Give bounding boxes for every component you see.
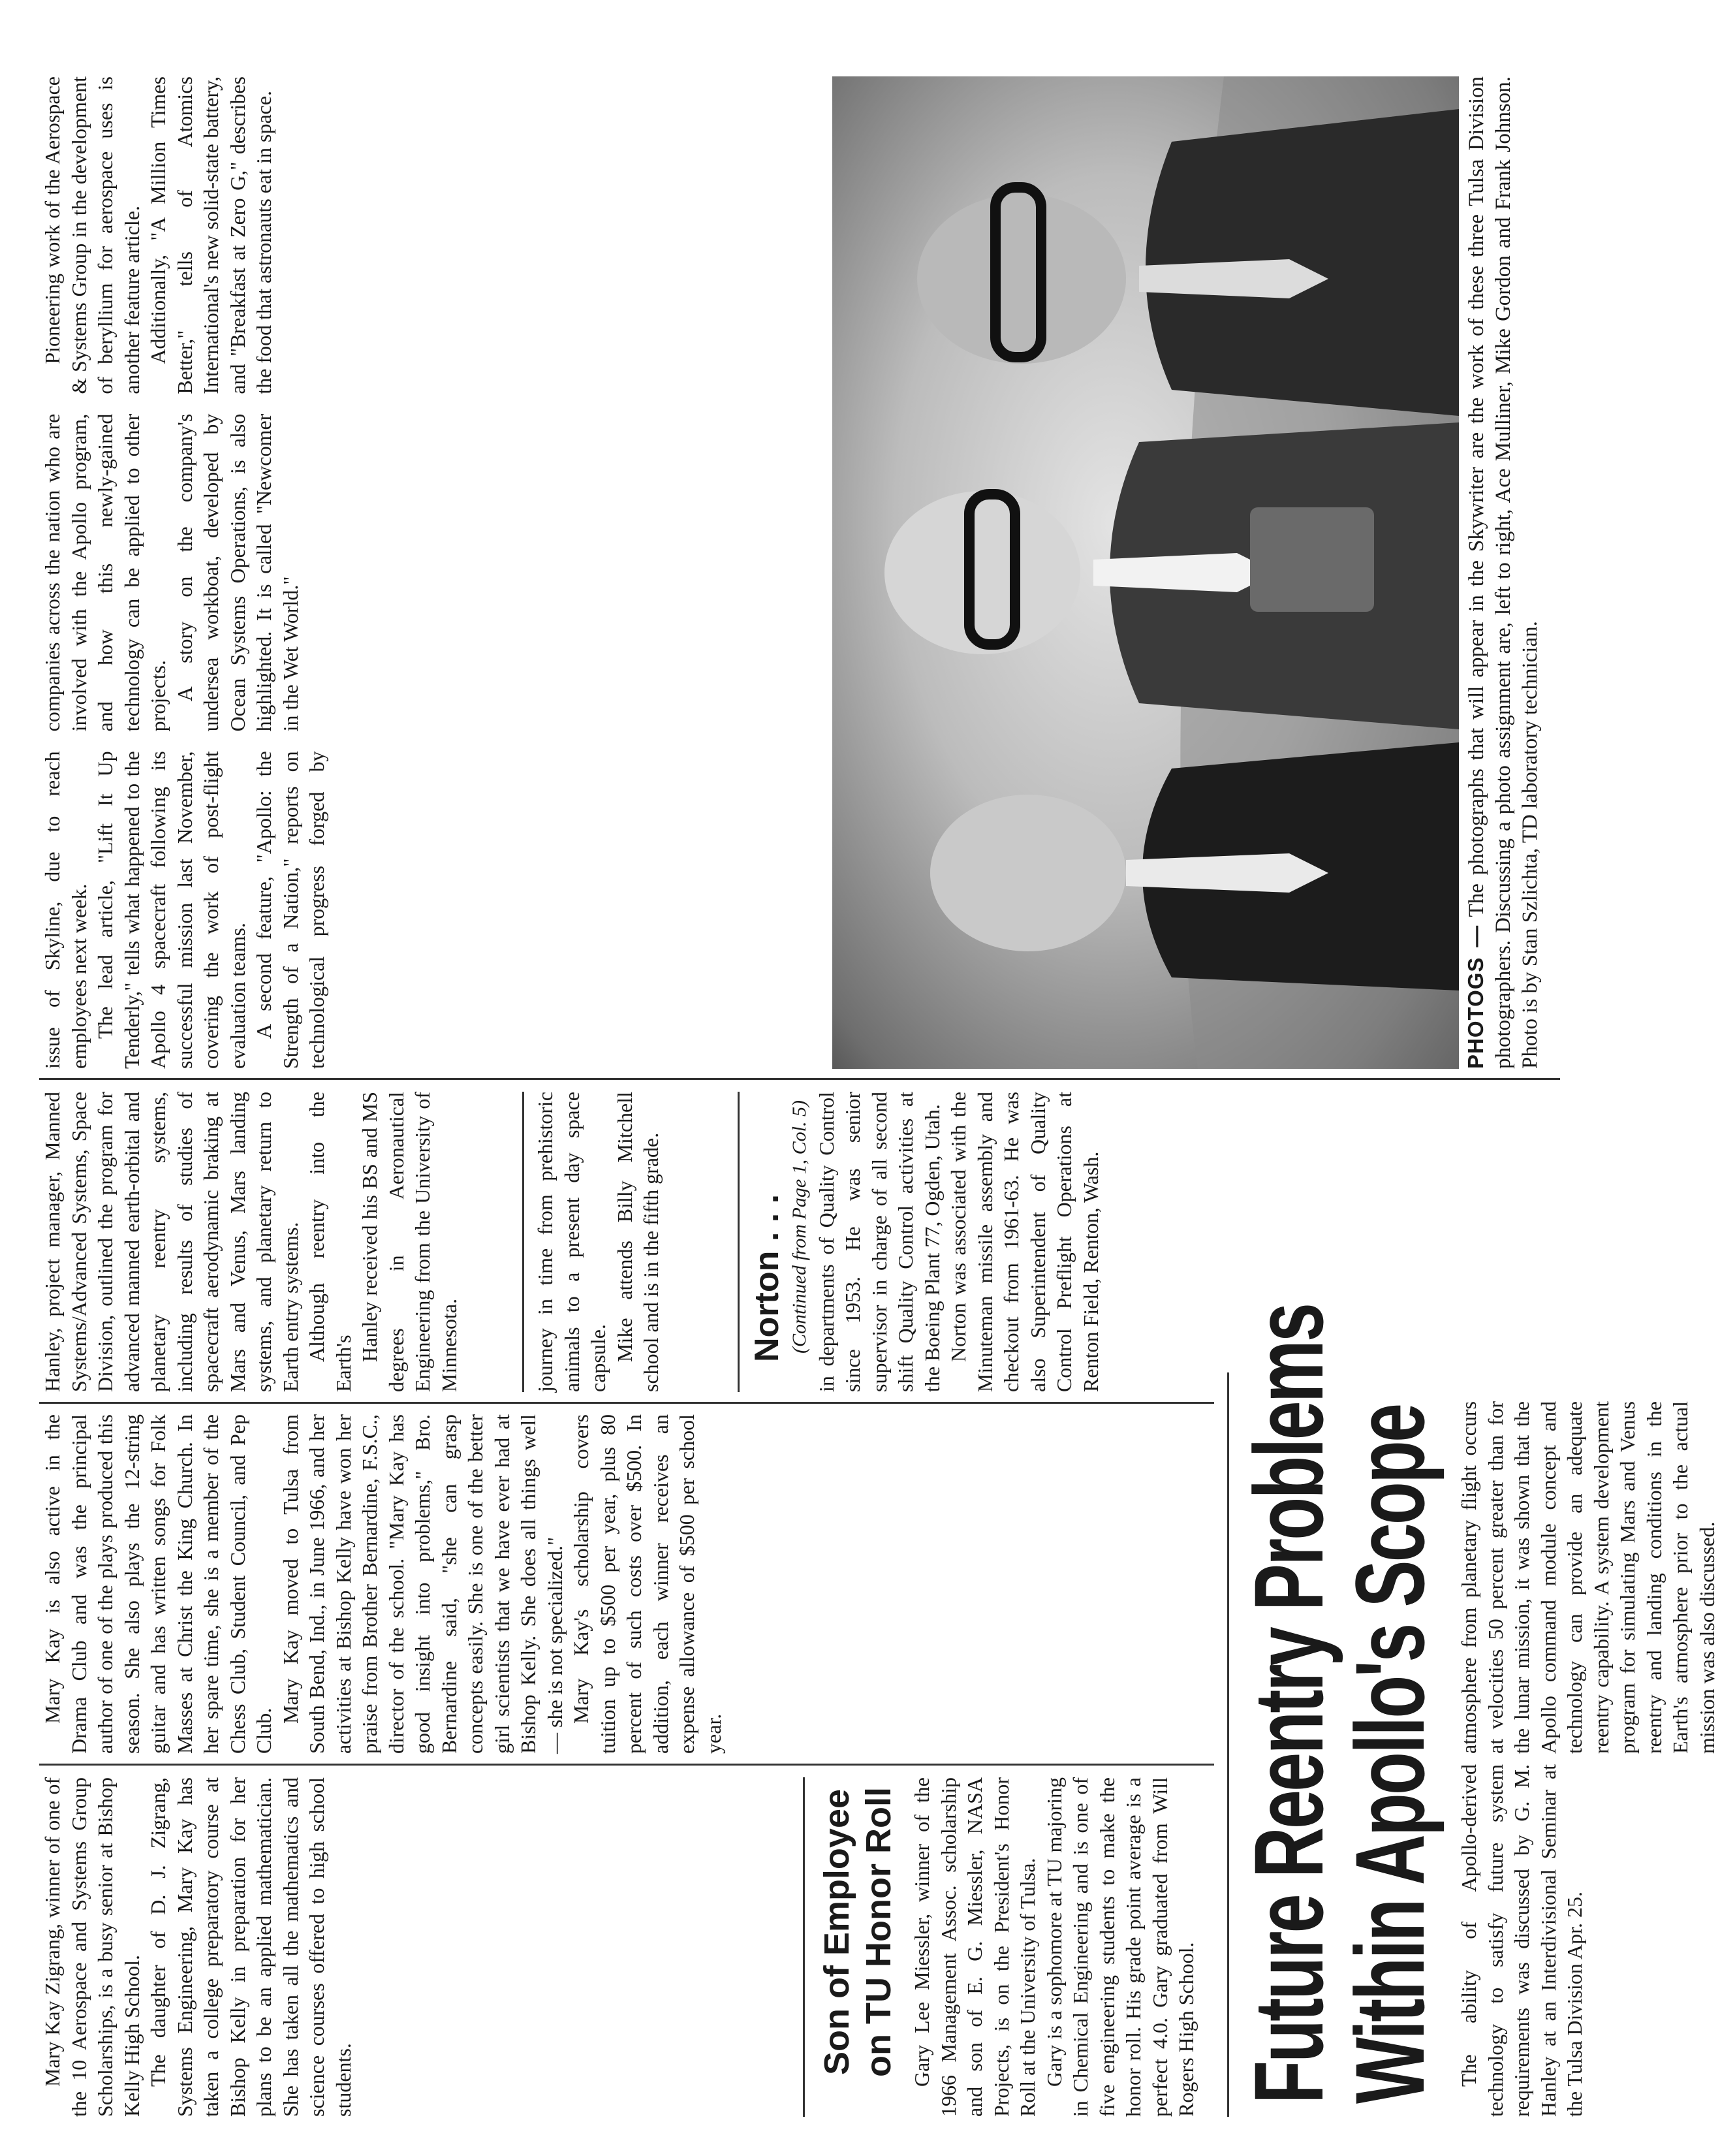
column-reentry-1 bbox=[1456, 1764, 1586, 2117]
zigrang-paragraph: Mary Kay is also active in the Drama Club and was the principal author of one of the plays produced this season. She also plays the 12-string guitar and has written songs for Folk Masses at Christ the King Church. In her spare time, she is a member of the Chess Club, Student Council, and Pep Club. bbox=[40, 1414, 275, 1754]
reentry-headline-2: Within Apollo's Scope bbox=[1335, 1404, 1445, 2104]
column-rule bbox=[39, 1402, 1214, 1404]
honor-roll-headline-1: Son of Employee bbox=[817, 1788, 856, 2076]
rule-honor-roll-top bbox=[803, 1777, 805, 2117]
zigrang-paragraph: Mary Kay Zigrang, winner of one of the 10 Aerospace and Systems Group Scholarships, is a busy senior at Bishop Kelly High School. bbox=[40, 1777, 144, 2117]
column-honor-roll bbox=[816, 1777, 1214, 2117]
column-mitchell bbox=[532, 1092, 728, 1392]
caption-lead: PHOTOGS — bbox=[1463, 925, 1488, 1069]
skyline-paragraph: A story on the company's undersea workboat, developed by Ocean Systems Operations, is also highlighted. It is called "Newcomer in the Wet World." bbox=[172, 413, 302, 732]
norton-paragraph: Norton was associated with the Minuteman missile assembly and checkout from 1961-63. He was also Superintendent of Quality Control Preflight Operations at Renton Field, Renton, Wash. bbox=[946, 1092, 1102, 1392]
honor-roll-headline-2: on TU Honor Roll bbox=[859, 1787, 898, 2077]
zigrang-paragraph: Mary Kay's scholarship covers tuition up to $500 per year, plus 80 percent of such costs over $500. In addition, each winner receives an expense allowance of $500 per school year. bbox=[569, 1414, 725, 1754]
column-zigrang-continued bbox=[39, 1414, 1214, 1754]
reentry-paragraph: The ability of Apollo-derived technology to satisfy future system requirements was discussed by G. M. Hanley at an Interdivisional Seminar at the Tulsa Division Apr. 25. bbox=[1457, 1764, 1586, 2117]
norton-paragraph: in departments of Quality Control since 1953. He was senior supervisor in charge of all second shift Quality Control activities at the Boeing Plant 77, Ogden, Utah. bbox=[814, 1092, 944, 1392]
honor-roll-paragraph: Gary is a sophomore at TU majoring in Chemical Engineering and is one of five engineering students to make the honor roll. His grade point average is a perfect 4.0. Gary graduated from Will Rogers High School. bbox=[1042, 1777, 1198, 2117]
norton-continued-line: (Continued from Page 1, Col. 5) bbox=[789, 1100, 810, 1354]
skyline-paragraph: A second feature, "Apollo: the Strength of a Nation," reports on technological progress forged by companies across the nation who are involved with the Apollo program, and how this newly-gained technology can be applied to other projects. bbox=[40, 413, 328, 1069]
reentry-paragraph: Hanley received his BS and MS degrees in Aeronautical Engineering from the University of Minnesota. bbox=[358, 1092, 461, 1392]
mitchell-paragraph: journey in time from prehistoric animals to a present day space capsule. bbox=[533, 1092, 610, 1392]
rule-mitchell-top bbox=[522, 1092, 524, 1392]
skyline-paragraph: Pioneering work of the Aerospace & Systems Group in the development of beryllium for aerospace uses is another feature article. bbox=[40, 76, 144, 394]
column-skyline bbox=[39, 76, 819, 1069]
skyline-paragraph: The lead article, "Lift It Up Tenderly," tells what happened to the Apollo 4 spacecraft following its successful mission last November, covering the work of post-flight evaluation teams. bbox=[93, 751, 249, 1069]
column-reentry-3 bbox=[39, 1092, 509, 1392]
mitchell-paragraph: Mike attends Billy Mitchell school and is in the fifth grade. bbox=[612, 1092, 663, 1392]
column-norton bbox=[747, 1092, 1557, 1392]
rule-reentry-top bbox=[1227, 1372, 1229, 2117]
honor-roll-paragraph: Gary Lee Miessler, winner of the 1966 Management Assoc. scholarship and son of E. G. Miessler, NASA Projects, is on the President's Honor Roll at the University of Tulsa. bbox=[910, 1777, 1039, 2117]
reentry-paragraph: Hanley, project manager, Manned Systems/Advanced Systems, Space Division, outlined the program for advanced manned earth-orbital and planetary reentry systems, including results of studies of spacecraft aerodynamic braking at Mars and Venus, Mars landing systems, and planetary return to Earth entry systems. bbox=[40, 1092, 302, 1392]
reentry-paragraph: Although reentry into the Earth's bbox=[305, 1092, 355, 1392]
reentry-paragraph: atmosphere from planetary flight occurs at velocities 50 percent greater than for the lunar mission, it was shown that the Apollo command module concept and technology can provide an adequate reentry capability. A system development program for simulating Mars and Venus reentry and landing conditions in the Earth's atmosphere prior to the actual mission was also discussed. bbox=[1457, 1401, 1719, 1754]
column-rule bbox=[39, 1078, 1560, 1080]
rule-norton-top bbox=[738, 1092, 740, 1392]
norton-headline: Norton . . . bbox=[748, 1194, 786, 1362]
photographers-photo bbox=[832, 76, 1459, 1069]
caption-body: The photographs that will appear in the Skywriter are the work of these three Tulsa Division photographers. Discussing a photo assignment are, left to right, Ace Mulliner, Mike Gordon and Frank Johnson. Photo is by Stan Szlichta, TD laboratory technician. bbox=[1465, 76, 1542, 1069]
column-rule bbox=[39, 1764, 1214, 1766]
skyline-paragraph: Additionally, "A Million Times Better," tells of Atomics International's new solid-state battery, and "Breakfast at Zero G," describes the food that astronauts eat in space. bbox=[146, 76, 275, 394]
column-zigrang bbox=[39, 1777, 796, 2117]
skyline-paragraph: issue of Skyline, due to reach employees next week. bbox=[40, 751, 91, 1069]
column-reentry-2 bbox=[1456, 1401, 1719, 1754]
zigrang-paragraph: The daughter of D. J. Zigrang, Systems Engineering, Mary Kay has taken a college preparatory course at Bishop Kelly in preparation for her plans to be an applied mathematician. She has taken all the mathematics and science courses offered to high school students. bbox=[146, 1777, 355, 2117]
zigrang-paragraph: Mary Kay moved to Tulsa from South Bend, Ind., in June 1966, and her activities at Bishop Kelly have won her praise from Brother Bernardine, F.S.C., director of the school. "Mary Kay has good insight into problems," Bro. Bernardine said, "she can grasp concepts easily. She is one of the better girl scientists that we have ever had at Bishop Kelly. She does all things well — she is not specialized." bbox=[278, 1414, 567, 1754]
photo-illustration bbox=[832, 76, 1459, 1069]
photo-caption bbox=[1462, 76, 1544, 1069]
reentry-headline-1: Future Reentry Problems bbox=[1234, 1304, 1343, 2104]
